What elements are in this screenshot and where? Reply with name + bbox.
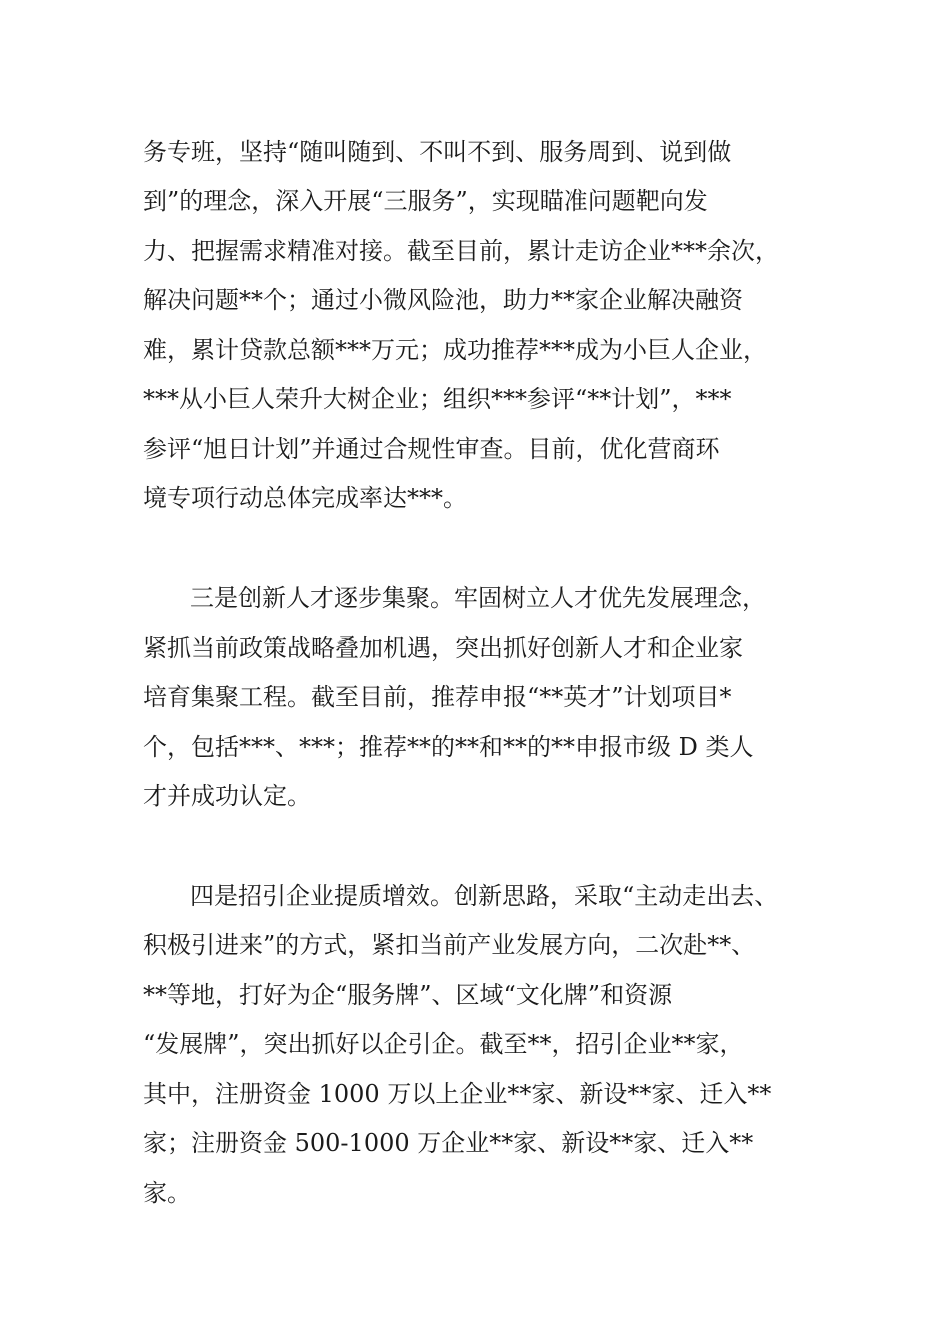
paragraph-3-line-6: 家；注册资金 500-1000 万企业**家、新设**家、迁入** bbox=[143, 1129, 754, 1157]
paragraph-3-line-2: 积极引进来”的方式，紧扣当前产业发展方向，二次赴**、 bbox=[143, 931, 756, 959]
paragraph-2-line-2: 紧抓当前政策战略叠加机遇，突出抓好创新人才和企业家 bbox=[143, 634, 743, 662]
paragraph-1-line-4: 解决问题**个；通过小微风险池，助力**家企业解决融资 bbox=[143, 286, 743, 314]
paragraph-1-line-8: 境专项行动总体完成率达***。 bbox=[143, 484, 467, 512]
paragraph-1-line-7: 参评“旭日计划”并通过合规性审查。目前，优化营商环 bbox=[143, 435, 720, 463]
paragraph-3-line-4: “发展牌”，突出抓好以企引企。截至**，招引企业**家， bbox=[143, 1030, 744, 1058]
paragraph-2-line-1: 三是创新人才逐步集聚。牢固树立人才优先发展理念， bbox=[190, 584, 766, 612]
paragraph-2-line-5: 才并成功认定。 bbox=[143, 782, 311, 810]
paragraph-2-line-3: 培育集聚工程。截至目前，推荐申报“**英才”计划项目* bbox=[143, 683, 732, 711]
paragraph-1-line-5: 难，累计贷款总额***万元；成功推荐***成为小巨人企业， bbox=[143, 336, 767, 364]
paragraph-3-line-5: 其中，注册资金 1000 万以上企业**家、新设**家、迁入** bbox=[143, 1080, 772, 1108]
paragraph-1-line-3: 力、把握需求精准对接。截至目前，累计走访企业***余次， bbox=[143, 237, 779, 265]
paragraph-1-line-6: ***从小巨人荣升大树企业；组织***参评“**计划”，*** bbox=[143, 385, 732, 413]
paragraph-1-line-1: 务专班，坚持“随叫随到、不叫不到、服务周到、说到做 bbox=[143, 138, 732, 166]
paragraph-3-line-3: **等地，打好为企“服务牌”、区域“文化牌”和资源 bbox=[143, 981, 673, 1009]
paragraph-3-line-7: 家。 bbox=[143, 1179, 191, 1207]
paragraph-3-line-1: 四是招引企业提质增效。创新思路，采取“主动走出去、 bbox=[190, 882, 779, 910]
paragraph-2-line-4: 个，包括***、***；推荐**的**和**的**申报市级 D 类人 bbox=[143, 733, 754, 761]
paragraph-1-line-2: 到”的理念，深入开展“三服务”，实现瞄准问题靶向发 bbox=[143, 187, 708, 215]
